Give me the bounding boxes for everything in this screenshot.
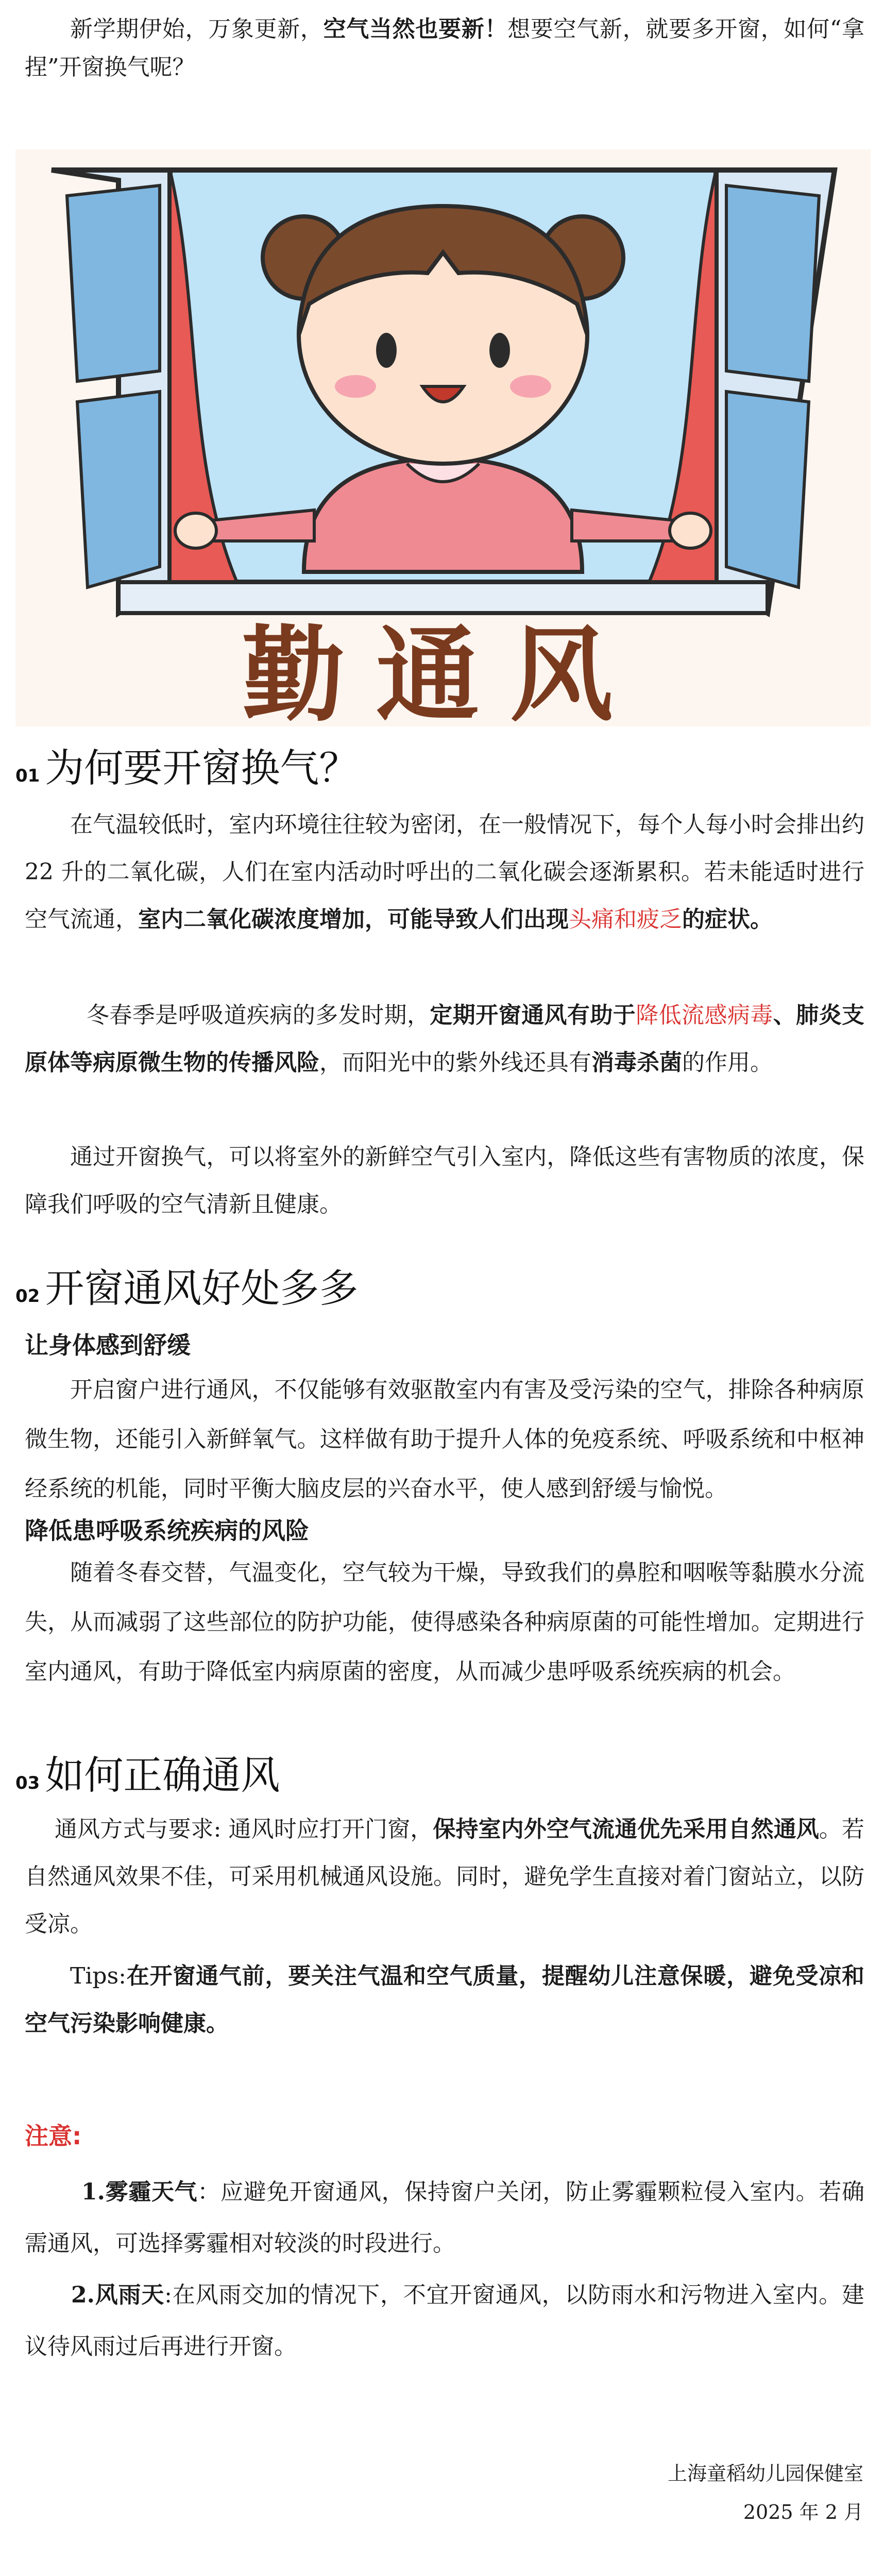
notice-item-1: 1.雾霾天气：应避免开窗通风，保持窗户关闭，防止雾霾颗粒侵入室内。若确需通风，可选择雾霾相对较淡的时段进行。 [25,2179,864,2257]
section-3-heading: 03 如何正确通风 [15,1752,280,1798]
signature-date: 2025 年 2 月 [743,2501,863,2523]
section-2-heading: 02 开窗通风好处多多 [15,1265,359,1311]
notice-title: 注意: [25,2122,82,2150]
section-1-paragraph-2: 冬春季是呼吸道疾病的多发时期，定期开窗通风有助于降低流感病毒、肺炎支原体等病原微生物的传播风险，而阳光中的紫外线还具有消毒杀菌的作用。 [25,1002,865,1076]
notice-item-2: 2.风雨天:在风雨交加的情况下，不宜开窗通风，以防雨水和污物进入室内。建议待风雨过后再进行开窗。 [25,2282,864,2360]
section-3-paragraph-1: 通风方式与要求: 通风时应打开门窗，保持室内外空气流通优先采用自然通风。若自然通风效果不佳，可采用机械通风设施。同时，避免学生直接对着门窗站立，以防受凉。 [25,1816,864,1937]
signature-org: 上海童稻幼儿园保健室 [667,2462,863,2485]
section-2-subheading-1: 让身体感到舒缓 [25,1331,191,1359]
section-1-heading: 01 为何要开窗换气？ [15,745,359,791]
hero-caption: 勤通风 [242,616,644,726]
section-1-paragraph-3: 通过开窗换气，可以将室外的新鲜空气引入室内，降低这些有害物质的浓度，保障我们呼吸的空气清新且健康。 [25,1144,864,1217]
section-2-paragraph-2: 随着冬春交替，气温变化，空气较为干燥，导致我们的鼻腔和咽喉等黏膜水分流失，从而减弱了这些部位的防护功能，使得感染各种病原菌的可能性增加。定期进行室内通风，有助于降低室内病原菌的密度，从而减少患呼吸系统疾病的机会。 [25,1560,864,1685]
hero-illustration [15,149,871,726]
section-2-paragraph-1: 开启窗户进行通风，不仅能够有效驱散室内有害及受污染的空气，排除各种病原微生物，还能引入新鲜氧气。这样做有助于提升人体的免疫系统、呼吸系统和中枢神经系统的机能，同时平衡大脑皮层的兴奋水平，使人感到舒缓与愉悦。 [25,1377,864,1502]
section-2-subheading-2: 降低患呼吸系统疾病的风险 [25,1517,309,1545]
section-3-tips: Tips:在开窗通气前，要关注气温和空气质量，提醒幼儿注意保暖，避免受凉和空气污染影响健康。 [25,1963,864,2037]
section-1-paragraph-1: 在气温较低时，室内环境往往较为密闭，在一般情况下，每个人每小时会排出约 22 升的二氧化碳，人们在室内活动时呼出的二氧化碳会逐渐累积。若未能适时进行空气流通，室内二氧化碳浓度增加，可能导致人们出现头痛和疲乏的症状。 [25,811,864,933]
intro-paragraph: 新学期伊始，万象更新，空气当然也要新！想要空气新，就要多开窗，如何“拿捏”开窗换气呢？ [25,16,865,80]
